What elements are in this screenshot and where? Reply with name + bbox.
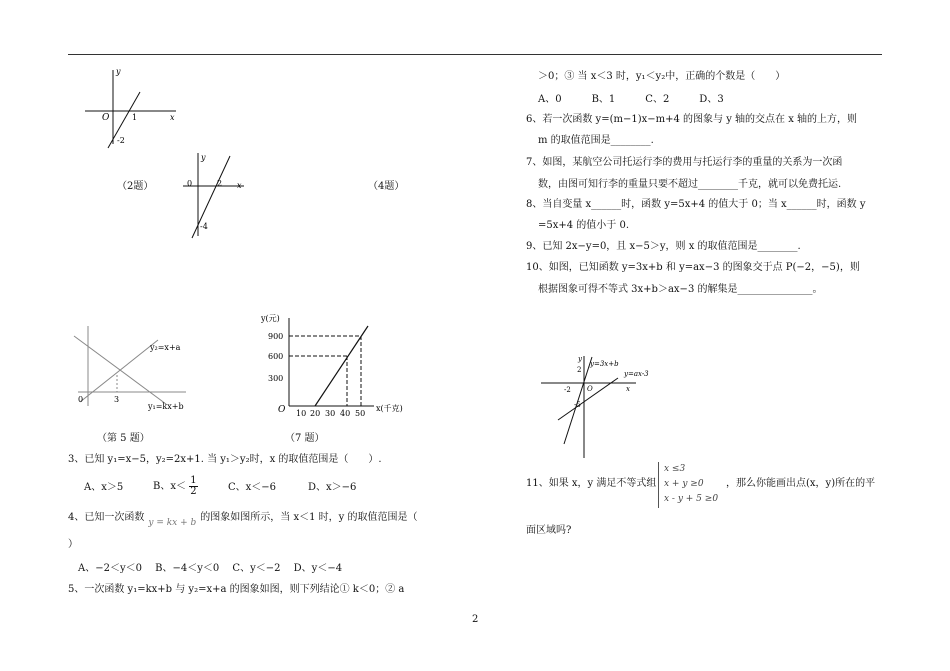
xtick-20: 20	[310, 409, 321, 418]
header-rule	[68, 54, 882, 55]
x-label: x	[626, 385, 630, 393]
figure-q4	[178, 150, 248, 240]
ytick-300: 300	[268, 374, 284, 383]
fraction-denominator: 2	[190, 486, 197, 497]
x-label: x	[170, 113, 175, 122]
question-6-line1: 6、若一次函数 y=(m−1)x−m+4 的图象与 y 轴的交点在 x 轴的上方，则	[526, 114, 858, 125]
tick-minus-2: -2	[564, 386, 571, 394]
question-8-line1: 8、当自变量 x______时，函数 y=5x+4 的值大于 0；当 x______时，函数 y	[526, 199, 866, 210]
tick-minus-2: -2	[117, 136, 125, 145]
page-number: 2	[472, 614, 479, 625]
y-label: y	[201, 153, 206, 162]
question-7-line1: 7、如图，某航空公司托运行李的费用与托运行李的重量的关系为一次函	[526, 157, 843, 168]
q5-continued: ＞0；③ 当 x＜3 时，y₁＜y₂中，正确的个数是（ ）	[538, 71, 786, 82]
q3-option-b-fraction	[189, 476, 197, 497]
origin-label: O	[278, 405, 286, 415]
q3-option-d: D、x＞−6	[308, 482, 357, 493]
xtick-50: 50	[355, 409, 366, 418]
tick-minus-4: -4	[200, 222, 208, 231]
q3-option-b	[153, 474, 198, 500]
figure-q10	[538, 352, 678, 462]
q5-options: A、0 B、1 C、2 D、3	[538, 94, 724, 105]
q4-close-paren: ）	[68, 539, 78, 550]
q4-options: A、−2＜y＜0 B、−4＜y＜0 C、y＜−2 D、y＜−4	[78, 563, 343, 574]
question-8-line2: =5x+4 的值小于 0.	[538, 220, 630, 231]
origin-label: O	[102, 113, 110, 123]
ytick-600: 600	[268, 352, 284, 361]
figure-q2	[80, 62, 180, 152]
inequality-system	[664, 462, 718, 507]
question-11-pre: 11、如果 x，y 满足不等式组	[526, 478, 657, 489]
question-11-line2: 面区域吗?	[526, 525, 572, 536]
q4-text-post: 的图象如图所示，当 x＜1 时，y 的取值范围是（	[200, 512, 418, 523]
q3-option-b-text: B、x＜	[153, 481, 186, 492]
tick-2: 2	[217, 179, 223, 188]
fraction-numerator: 1	[190, 475, 197, 486]
label-ax-minus-3: y=ax-3	[624, 370, 649, 378]
q3-option-c: C、x＜−6	[228, 482, 277, 493]
tick-minus-5: -5	[574, 401, 581, 409]
question-10-line1: 10、如图，已知函数 y=3x+b 和 y=ax−3 的图象交于点 P(−2，−5)，则	[526, 262, 860, 273]
tick-1: 1	[132, 113, 138, 122]
question-6-line2: m 的取值范围是________.	[538, 135, 654, 146]
y-label: y	[116, 67, 121, 76]
label-y2: y₂=x+a	[150, 343, 181, 352]
q4-text-pre: 4、已知一次函数	[68, 512, 145, 523]
x-axis-label: x(千克)	[376, 404, 403, 413]
inequality-1: x ≤3	[664, 464, 686, 474]
y-axis-label: y(元)	[261, 314, 280, 323]
y-label: y	[578, 355, 582, 363]
figure-q7	[256, 308, 416, 418]
question-4	[68, 511, 418, 528]
caption-q5: （第 5 题）	[97, 433, 150, 444]
inequality-brace	[658, 462, 659, 508]
origin-label: 0	[78, 395, 84, 404]
caption-q7: （7 题）	[285, 433, 325, 444]
xtick-10: 10	[296, 409, 307, 418]
question-9: 9、已知 2x−y=0，且 x−5＞y，则 x 的取值范围是________.	[526, 241, 801, 252]
tick-3: 3	[114, 395, 120, 404]
fee-line	[315, 326, 368, 406]
question-10-line2: 根据图象可得不等式 3x+b＞ax−3 的解集是_______________。	[538, 284, 823, 295]
q4-formula: y = kx + b	[148, 518, 197, 528]
xtick-30: 30	[325, 409, 336, 418]
origin-label: O	[587, 385, 593, 393]
inequality-3: x - y + 5 ≥0	[664, 494, 719, 504]
origin-label: 0	[187, 179, 193, 188]
x-label: x	[237, 181, 242, 190]
question-5: 5、一次函数 y₁=kx+b 与 y₂=x+a 的图象如图，则下列结论① k＜0；② a	[68, 584, 405, 595]
label-y1: y₁=kx+b	[148, 402, 184, 411]
tick-2: 2	[577, 366, 582, 374]
question-11-post: ，那么你能画出点(x，y)所在的平	[726, 478, 876, 489]
inequality-2: x + y ≥0	[664, 479, 704, 489]
caption-q4: （4题）	[368, 181, 405, 192]
caption-q2: （2题）	[117, 181, 154, 192]
ytick-900: 900	[268, 332, 284, 341]
figure-q5	[68, 316, 198, 416]
question-3: 3、已知 y₁=x−5，y₂=2x+1. 当 y₁＞y₂时，x 的取值范围是（ ）.	[68, 454, 382, 465]
xtick-40: 40	[340, 409, 351, 418]
label-3x-plus-b: y=3x+b	[590, 360, 619, 368]
question-7-line2: 数，由图可知行李的重量只要不超过________千克，就可以免费托运.	[538, 179, 842, 190]
q3-option-a: A、x＞5	[84, 482, 124, 493]
